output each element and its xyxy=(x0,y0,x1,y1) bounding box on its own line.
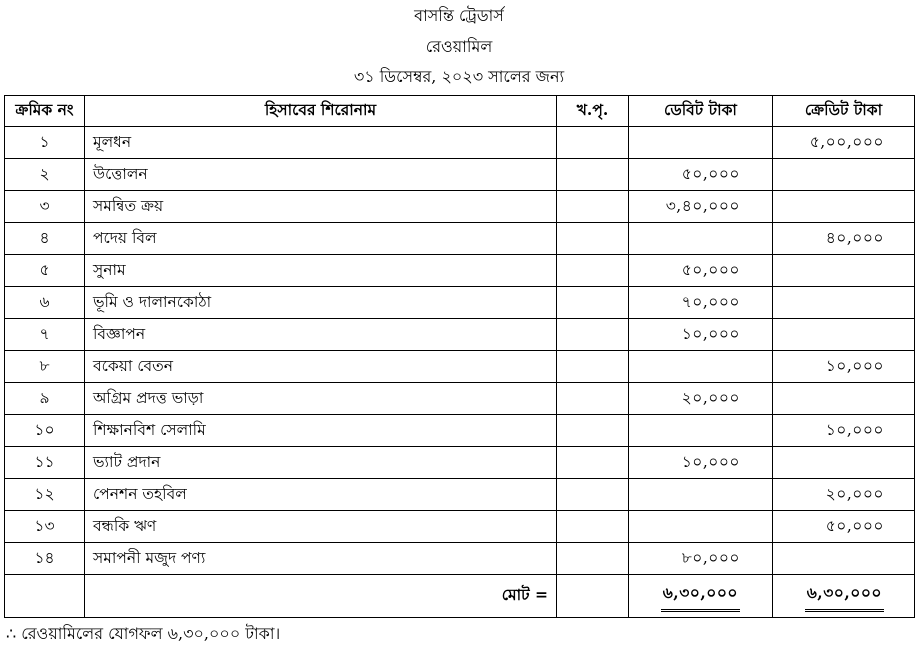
row-account-title: অগ্রিম প্রদত্ত ভাড়া xyxy=(85,383,557,415)
column-header-credit: ক্রেডিট টাকা xyxy=(773,96,915,127)
total-label: মোট = xyxy=(85,575,557,618)
table-row xyxy=(5,319,915,351)
row-account-title: ভ্যাট প্রদান xyxy=(85,447,557,479)
row-sl: ৬ xyxy=(5,287,85,319)
row-account-title: মূলধন xyxy=(85,127,557,159)
row-ledger-page xyxy=(557,287,629,319)
row-ledger-page xyxy=(557,223,629,255)
row-debit: ২০,০০০ xyxy=(629,383,773,415)
row-debit: ৫০,০০০ xyxy=(629,255,773,287)
row-credit: ২০,০০০ xyxy=(773,479,915,511)
statement-period: ৩১ ডিসেম্বর, ২০২৩ সালের জন্য xyxy=(353,67,565,86)
table-row xyxy=(5,383,915,415)
row-sl: ৭ xyxy=(5,319,85,351)
row-ledger-page xyxy=(557,383,629,415)
total-debit: ৬,৩০,০০০ xyxy=(661,581,740,612)
row-sl: ১৪ xyxy=(5,543,85,575)
row-debit: ৭০,০০০ xyxy=(629,287,773,319)
row-sl: ২ xyxy=(5,159,85,191)
row-account-title: শিক্ষানবিশ সেলামি xyxy=(85,415,557,447)
row-debit: ৫০,০০০ xyxy=(629,159,773,191)
row-account-title: বকেয়া বেতন xyxy=(85,351,557,383)
row-account-title: পেনশন তহবিল xyxy=(85,479,557,511)
column-header-debit: ডেবিট টাকা xyxy=(629,96,773,127)
row-debit xyxy=(629,127,773,159)
row-credit xyxy=(773,447,915,479)
row-debit xyxy=(629,351,773,383)
conclusion-note: ∴ রেওয়ামিলের যোগফল ৬,৩০,০০০ টাকা। xyxy=(6,624,281,643)
table-row xyxy=(5,191,915,223)
total-debit-cell xyxy=(629,575,773,618)
column-header-sl: ক্রমিক নং xyxy=(5,96,85,127)
row-sl: ৪ xyxy=(5,223,85,255)
row-ledger-page xyxy=(557,511,629,543)
row-sl: ১২ xyxy=(5,479,85,511)
row-sl: ১৩ xyxy=(5,511,85,543)
row-credit xyxy=(773,287,915,319)
row-sl: ১ xyxy=(5,127,85,159)
row-ledger-page xyxy=(557,543,629,575)
row-sl: ১০ xyxy=(5,415,85,447)
row-credit xyxy=(773,319,915,351)
total-credit: ৬,৩০,০০০ xyxy=(805,581,884,612)
row-ledger-page xyxy=(557,191,629,223)
total-row xyxy=(5,575,915,618)
table-row xyxy=(5,511,915,543)
table-row xyxy=(5,543,915,575)
row-account-title: সমাপনী মজুদ পণ্য xyxy=(85,543,557,575)
row-credit: ১০,০০০ xyxy=(773,415,915,447)
table-row xyxy=(5,223,915,255)
row-credit xyxy=(773,543,915,575)
row-debit xyxy=(629,511,773,543)
row-credit: ৫০,০০০ xyxy=(773,511,915,543)
row-ledger-page xyxy=(557,479,629,511)
column-header-title: হিসাবের শিরোনাম xyxy=(85,96,557,127)
row-account-title: বন্ধকি ঋণ xyxy=(85,511,557,543)
row-account-title: বিজ্ঞাপন xyxy=(85,319,557,351)
total-sl-cell xyxy=(5,575,85,618)
row-sl: ৮ xyxy=(5,351,85,383)
row-account-title: ভূমি ও দালানকোঠা xyxy=(85,287,557,319)
row-credit: ১০,০০০ xyxy=(773,351,915,383)
row-ledger-page xyxy=(557,415,629,447)
row-debit xyxy=(629,223,773,255)
row-ledger-page xyxy=(557,159,629,191)
table-row xyxy=(5,479,915,511)
total-credit-cell xyxy=(773,575,915,618)
row-sl: ১১ xyxy=(5,447,85,479)
table-row xyxy=(5,351,915,383)
row-ledger-page xyxy=(557,447,629,479)
row-ledger-page xyxy=(557,127,629,159)
row-credit xyxy=(773,191,915,223)
row-sl: ৫ xyxy=(5,255,85,287)
statement-title: রেওয়ামিল xyxy=(425,37,493,56)
row-debit: ৮০,০০০ xyxy=(629,543,773,575)
row-credit xyxy=(773,383,915,415)
column-header-ledger: খ.পৃ. xyxy=(557,96,629,127)
row-ledger-page xyxy=(557,351,629,383)
row-account-title: সুনাম xyxy=(85,255,557,287)
row-debit xyxy=(629,415,773,447)
row-ledger-page xyxy=(557,255,629,287)
row-credit: ৫,০০,০০০ xyxy=(773,127,915,159)
row-credit: ৪০,০০০ xyxy=(773,223,915,255)
table-row xyxy=(5,447,915,479)
table-row xyxy=(5,415,915,447)
trial-balance-table xyxy=(4,95,915,618)
row-account-title: উত্তোলন xyxy=(85,159,557,191)
row-debit xyxy=(629,479,773,511)
row-sl: ৩ xyxy=(5,191,85,223)
row-credit xyxy=(773,159,915,191)
company-name: বাসন্তি ট্রেডার্স xyxy=(414,6,504,25)
table-row xyxy=(5,255,915,287)
row-debit: ১০,০০০ xyxy=(629,447,773,479)
table-header-row xyxy=(5,96,915,127)
table-row xyxy=(5,287,915,319)
row-ledger-page xyxy=(557,319,629,351)
table-row xyxy=(5,127,915,159)
row-credit xyxy=(773,255,915,287)
row-account-title: পদেয় বিল xyxy=(85,223,557,255)
row-account-title: সমন্বিত ক্রয় xyxy=(85,191,557,223)
row-debit: ৩,৪০,০০০ xyxy=(629,191,773,223)
total-ledger-cell xyxy=(557,575,629,618)
table-row xyxy=(5,159,915,191)
row-sl: ৯ xyxy=(5,383,85,415)
row-debit: ১০,০০০ xyxy=(629,319,773,351)
